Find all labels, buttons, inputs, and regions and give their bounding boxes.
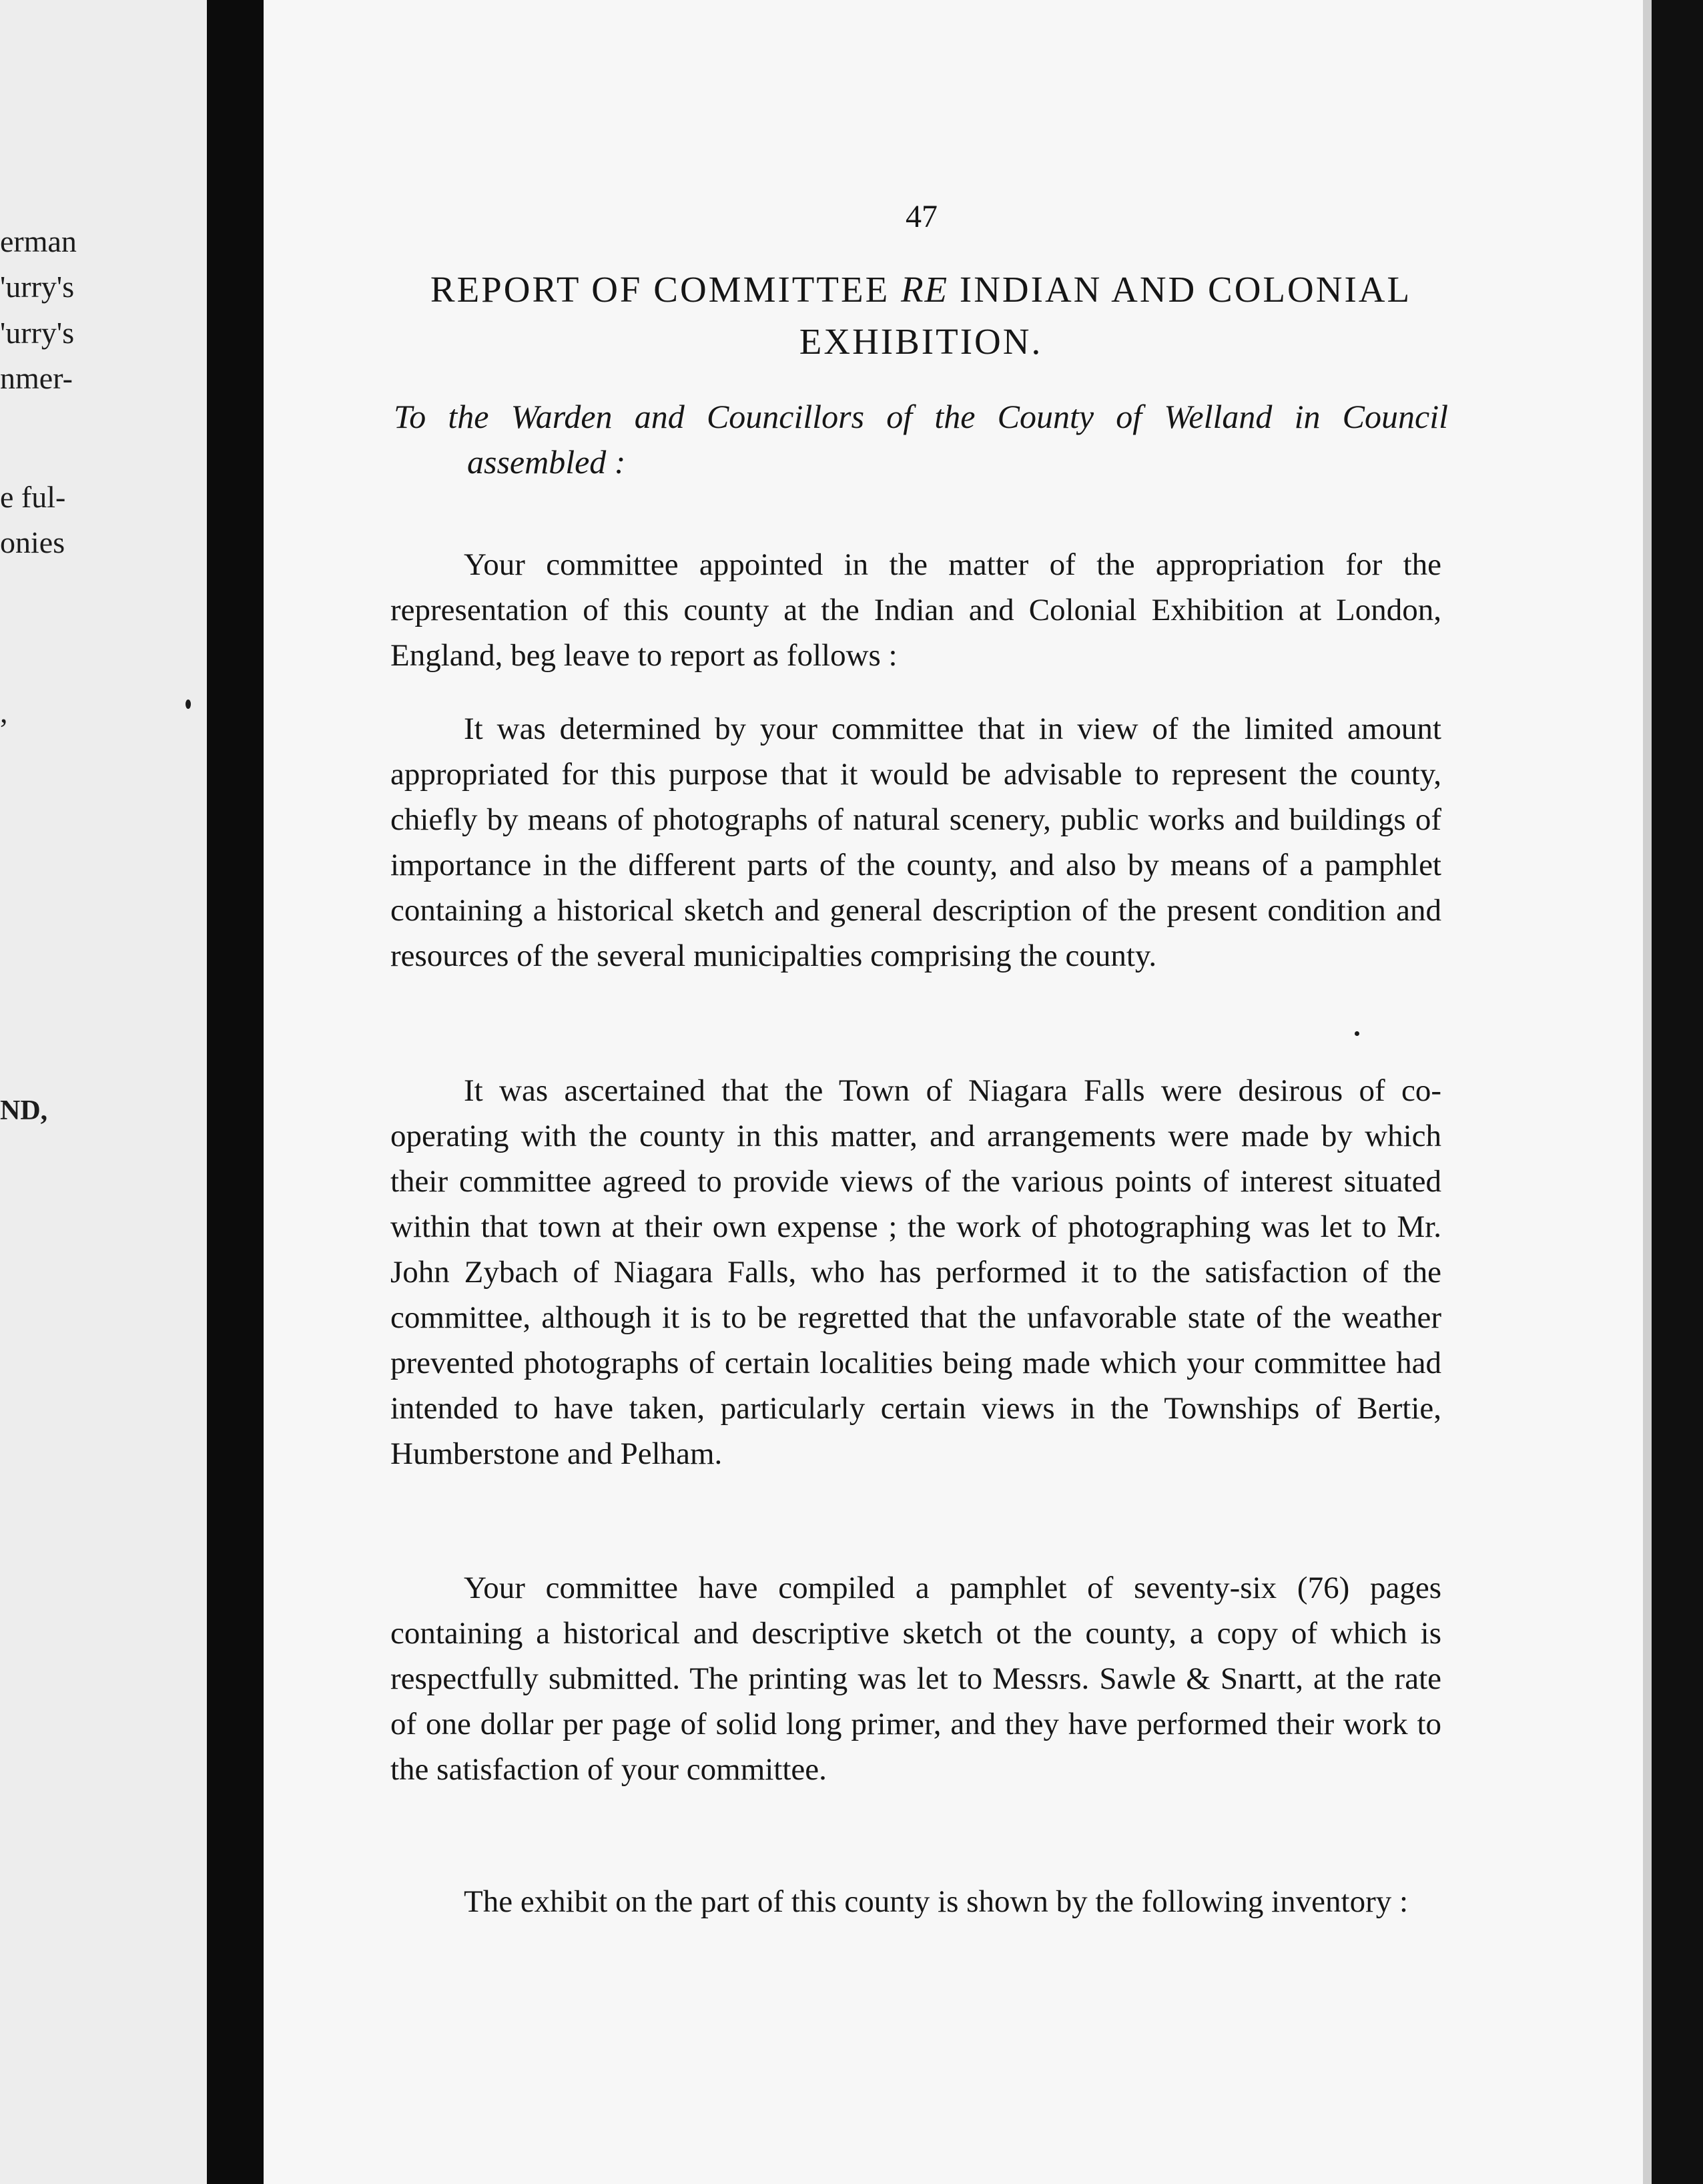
address-line-continued: assembled : xyxy=(467,443,626,481)
book-gutter xyxy=(207,0,264,2184)
body-paragraph: It was determined by your committee that in view of the limited amount appropriated for this purpose that it would be advisable to represent the county, chiefly by means of photographs of natural scenery, public works and buildings of importance in the different parts of the county, and also by means of a pamphlet containing a historical sketch and general description of the present condition and resources of the several municipalties comprising the county. xyxy=(390,712,1441,973)
left-page-fragment: nmer- xyxy=(0,361,73,395)
scan-speck xyxy=(1355,1031,1359,1036)
left-page-fragment: 'urry's xyxy=(0,270,75,304)
left-page-fragment: e ful- xyxy=(0,480,66,514)
scan-speck xyxy=(186,700,191,709)
body-paragraph: It was ascertained that the Town of Niagara Falls were desirous of co-operating with the county in this matter, and arrangements were made by which their committee agreed to provide views of the various points of interest situated within that town at their own expense ; the work of photographing was let to Mr. John Zybach of Niagara Falls, who has performed it to the satisfaction of the committee, although it is to be regretted that the unfavorable state of the weather prevented photographs of certain localities being made which your committee had intended to have taken, particularly certain views in the Townships of Bertie, Humberstone and Pelham. xyxy=(390,1073,1441,1471)
page-edge xyxy=(1643,0,1652,2184)
left-page-fragment: 'urry's xyxy=(0,316,75,350)
body-paragraph: The exhibit on the part of this county is shown by the following inventory : xyxy=(464,1884,1409,1919)
left-page-fragment: erman xyxy=(0,224,77,258)
body-paragraph: Your committee appointed in the matter of the appropriation for the representation of this county at the Indian and Colonial Exhibition at London, England, beg leave to report as follows : xyxy=(390,547,1441,673)
left-facing-page xyxy=(0,0,207,2184)
left-page-fragment: ND, xyxy=(0,1095,48,1126)
title-re: RE xyxy=(900,269,949,310)
title-part1: REPORT OF COMMITTEE xyxy=(430,269,890,310)
title-part2: INDIAN AND COLONIAL EXHIBITION. xyxy=(799,269,1412,362)
page-number: 47 xyxy=(906,199,938,234)
left-page-fragment: , xyxy=(0,695,8,729)
book-cover-edge xyxy=(1652,0,1703,2184)
page-title xyxy=(394,264,1448,368)
address-line: To the Warden and Councillors of the County of Welland in Council xyxy=(394,398,1448,435)
body-paragraph: Your committee have compiled a pamphlet of seventy-six (76) pages containing a historical and descriptive sketch ot the county, a copy of which is respectfully submitted. The printing was let to Messrs. Sawle & Snartt, at the rate of one dollar per page of solid long primer, and they have performed their work to the satisfaction of your committee. xyxy=(390,1571,1441,1787)
left-page-fragment: onies xyxy=(0,525,65,559)
